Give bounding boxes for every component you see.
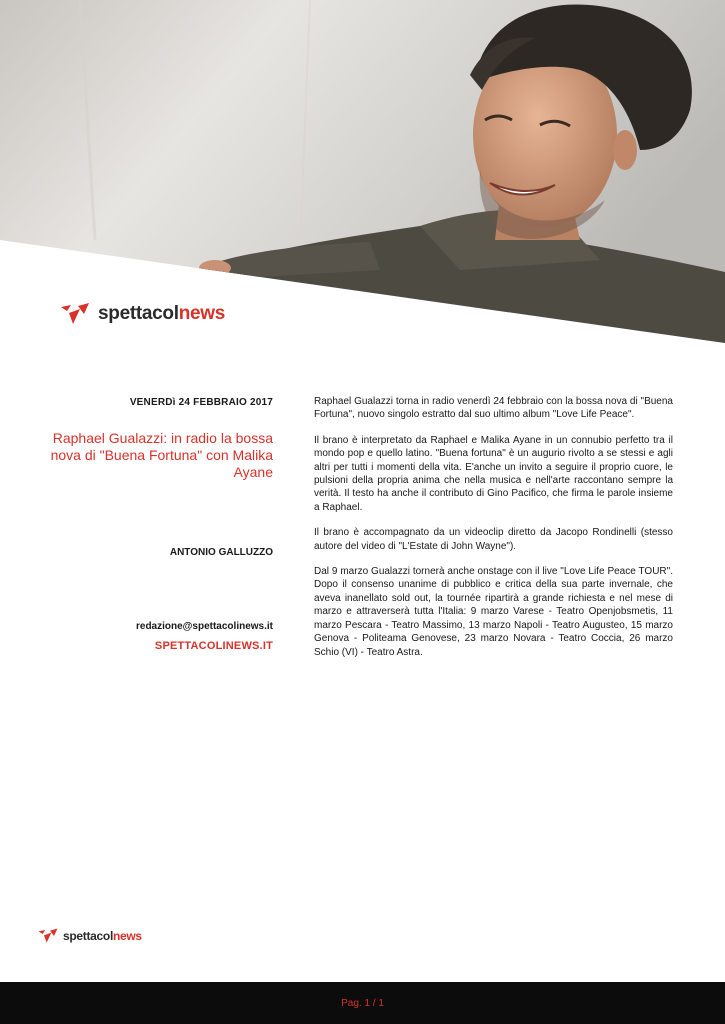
article-paragraph: Il brano è interpretato da Raphael e Malika Ayane in un connubio perfetto tra il mondo pop e quello latino. "Buena fortuna" è un augurio rivolto a se stessi e agli altri per tutti i momenti della vita. E'anche un invito a seguire il proprio cuore, le pulsioni della propria anima che nella musica e nell'arte raccontano sempre la verità. Il testo ha anche il contributo di Gino Pacifico, che firma le parole insieme a Raphael. xyxy=(314,434,673,513)
logo-mark-icon xyxy=(38,928,58,944)
article-paragraph: Raphael Gualazzi torna in radio venerdì 24 febbraio con la bossa nova di "Buena Fortuna", nuovo singolo estratto dal suo ultimo album "Love Life Peace". xyxy=(314,396,673,421)
logo-wordmark: spettacolnews xyxy=(98,303,226,324)
article-headline: Raphael Gualazzi: in radio la bossa nova di "Buena Fortuna" con Malika Ayane xyxy=(50,430,273,480)
logo-wordmark: spettacolnews xyxy=(63,929,142,943)
article-author: ANTONIO GALLUZZO xyxy=(169,547,273,558)
page-number: Pag. 1 / 1 xyxy=(341,997,384,1009)
article-date: VENERDì 24 FEBBRAIO 2017 xyxy=(129,397,273,408)
brand-logo xyxy=(60,302,225,326)
site-link[interactable]: SPETTACOLINEWS.IT xyxy=(154,640,273,652)
hero-photo xyxy=(0,0,725,345)
contact-email[interactable]: redazione@spettacolinews.it xyxy=(135,621,273,632)
article-paragraph: Il brano è accompagnato da un videoclip diretto da Jacopo Rondinelli (stesso autore del video di "L'Estate di John Wayne"). xyxy=(314,527,673,552)
article-body xyxy=(314,395,673,671)
logo-mark-icon xyxy=(60,302,90,326)
article-paragraph: Dal 9 marzo Gualazzi tornerà anche onstage con il live "Love Life Peace TOUR". Dopo il consenso unanime di pubblico e critica della sua parte invernale, che aveva inanellato sold out, la tournée ripartirà a grande richiesta e nel mese di marzo e attraverserà tutta l'Italia: 9 marzo Varese - Teatro Openjobsmetis, 11 marzo Pescara - Teatro Massimo, 13 marzo Napoli - Teatro Augusteo, 15 marzo Genova - Politeama Genovese, 23 marzo Novara - Teatro Coccia, 26 marzo Schio (VI) - Teatro Astra. xyxy=(314,566,673,658)
footer-logo xyxy=(38,928,142,944)
footer-bar xyxy=(0,982,725,1024)
